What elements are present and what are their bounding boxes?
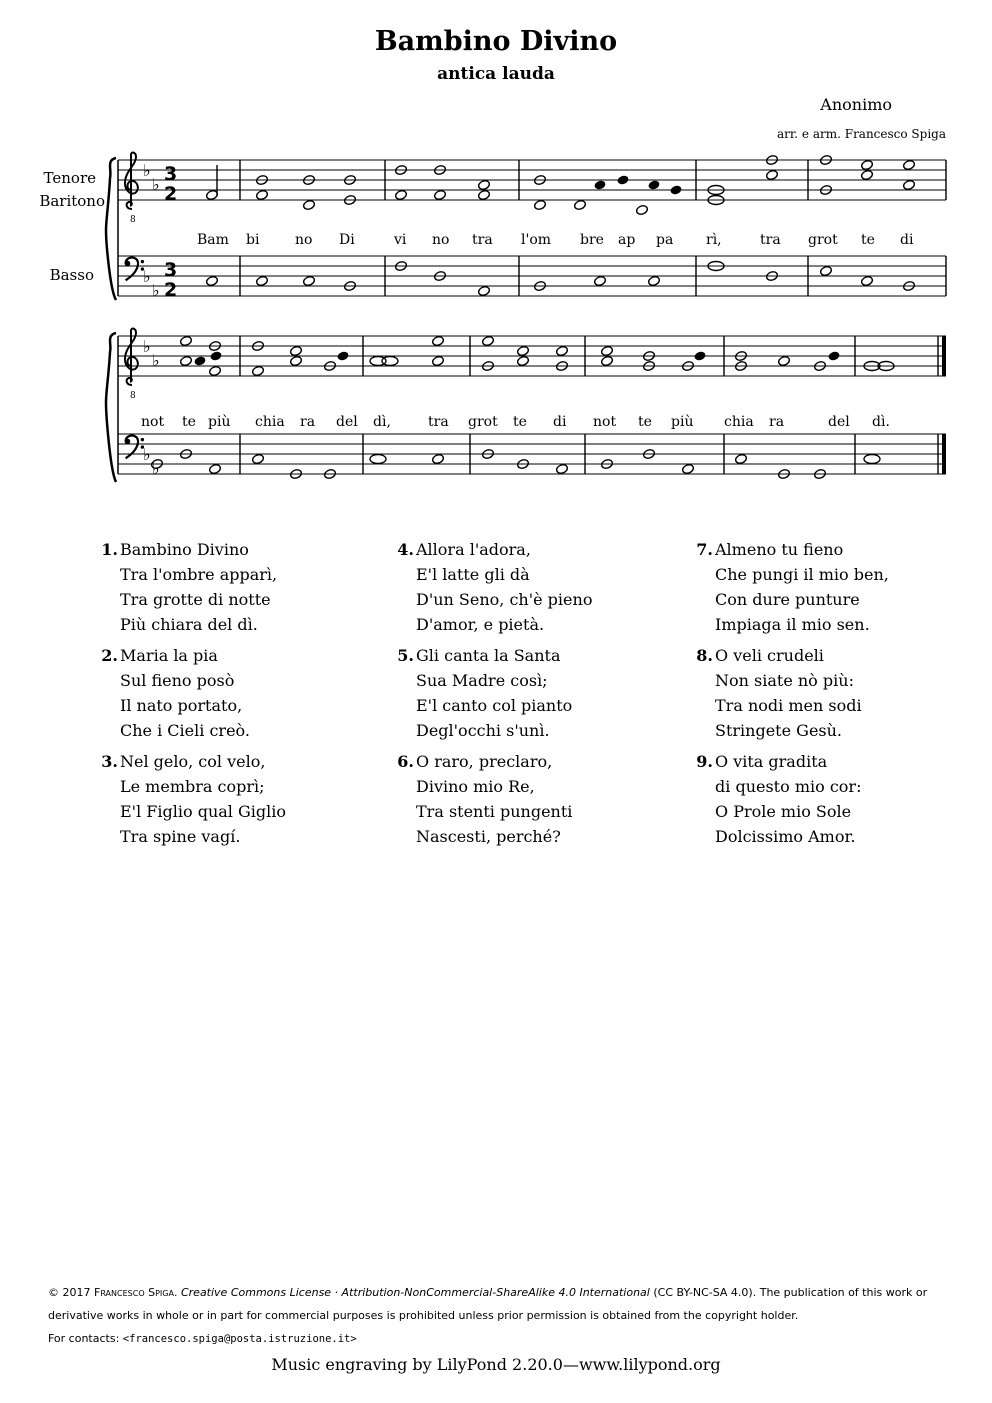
svg-text:no: no	[432, 232, 450, 248]
svg-text:2: 2	[164, 183, 178, 205]
svg-text:più: più	[671, 414, 694, 430]
license-short: (CC BY-NC-SA 4.0).	[653, 1286, 757, 1299]
svg-text:tra: tra	[760, 232, 781, 248]
staff-label-basso: Basso	[49, 266, 94, 284]
svg-text:2: 2	[164, 279, 178, 301]
svg-text:bi: bi	[246, 232, 260, 248]
time-signature	[164, 163, 177, 301]
svg-text:tra: tra	[472, 232, 493, 248]
svg-text:Di: Di	[339, 232, 355, 248]
svg-text:8: 8	[130, 215, 136, 225]
system-2	[106, 329, 946, 482]
svg-text:grot: grot	[468, 414, 498, 430]
verse-6: 6. O raro, preclaro, Divino mio Re, Tra stenti pungenti Nascesti, perché?	[397, 752, 573, 846]
verse-3: 3. Nel gelo, col velo, Le membra coprì; E'l Figlio qual Giglio Tra spine vagí.	[101, 752, 286, 846]
svg-text:♭: ♭	[143, 445, 151, 464]
bass-clef-icon	[125, 258, 144, 281]
svg-text:ap: ap	[618, 232, 636, 248]
page-subtitle: antica lauda	[437, 64, 555, 84]
verse-7: 7. Almeno tu fieno Che pungi il mio ben, Con dure punture Impiaga il mio sen.	[696, 540, 889, 634]
svg-text:♭: ♭	[152, 351, 160, 370]
svg-text:8: 8	[130, 391, 136, 401]
svg-text:grot: grot	[808, 232, 838, 248]
composer: Anonimo	[820, 95, 892, 114]
engraving-credit: Music engraving by LilyPond 2.20.0—www.lilypond.org	[271, 1355, 721, 1374]
arranger: arr. e arm. Francesco Spiga	[776, 127, 946, 141]
page-title: Bambino Divino	[374, 26, 618, 57]
verse-4: 4. Allora l'adora, E'l latte gli dà D'un Seno, ch'è pieno D'amor, e pietà.	[397, 540, 593, 634]
svg-text:chia: chia	[724, 414, 754, 430]
verse-9: 9. O vita gradita di questo mio cor: O Prole mio Sole Dolcissimo Amor.	[696, 752, 862, 846]
treble-clef-icon	[125, 329, 138, 385]
bass-staff-1	[118, 256, 946, 296]
svg-text:te: te	[638, 414, 652, 430]
music-score	[0, 0, 992, 500]
license-name: Creative Commons License · Attribution-NonCommercial-ShareAlike 4.0 International	[180, 1286, 650, 1299]
filled-notes-treble-1	[593, 174, 682, 195]
svg-text:no: no	[295, 232, 313, 248]
svg-text:dì.: dì.	[872, 414, 890, 430]
svg-text:te: te	[182, 414, 196, 430]
svg-text:chia: chia	[255, 414, 285, 430]
lyrics-system-1	[197, 232, 914, 248]
verse-8: 8. O veli crudeli Non siate nò più: Tra nodi men sodi Stringete Gesù.	[696, 646, 862, 740]
key-signature-flats-2	[143, 337, 160, 478]
license-notice: The publication of this work or derivative works in whole or in part for commercial purposes is prohibited unless prior permission is obtained from the copyright holder.	[48, 1286, 928, 1322]
svg-text:♭: ♭	[143, 161, 151, 180]
svg-text:del: del	[828, 414, 850, 430]
svg-text:rì,: rì,	[706, 232, 722, 248]
svg-text:pa: pa	[656, 232, 674, 248]
svg-text:♭: ♭	[152, 459, 160, 478]
bass-clef-icon	[125, 436, 144, 459]
svg-text:più: più	[208, 414, 231, 430]
svg-text:♭: ♭	[152, 175, 160, 194]
svg-text:del: del	[336, 414, 358, 430]
verse-1: 1. Bambino Divino Tra l'ombre apparì, Tra grotte di notte Più chiara del dì.	[101, 540, 278, 634]
bass-staff-2	[118, 434, 946, 474]
copyright-footer: © 2017 Francesco Spiga. Creative Commons License · Attribution-NonCommercial-ShareAlike 4.0 International (CC BY-NC-SA 4.0). The publication of this work or derivative works in whole or in part for commercial purposes is prohibited unless prior permission is obtained from the copyright holder. For contacts: <francesco.spiga@posta.istruzione.it>	[48, 1286, 928, 1345]
notes-treble-1	[205, 154, 915, 215]
staff-label-baritono: Baritono	[39, 192, 105, 210]
verse-2: 2. Maria la pia Sul fieno posò Il nato portato, Che i Cieli creò.	[101, 646, 250, 740]
svg-text:bre: bre	[580, 232, 604, 248]
svg-text:tra: tra	[428, 414, 449, 430]
svg-text:♭: ♭	[143, 267, 151, 286]
svg-text:l'om: l'om	[521, 232, 552, 248]
svg-text:♭: ♭	[152, 281, 160, 300]
svg-text:ra: ra	[300, 414, 316, 430]
svg-text:te: te	[861, 232, 875, 248]
svg-text:di: di	[553, 414, 567, 430]
svg-text:not: not	[141, 414, 165, 430]
svg-text:ra: ra	[769, 414, 785, 430]
svg-text:not: not	[593, 414, 617, 430]
system-1	[106, 153, 946, 301]
copyright-year: © 2017	[48, 1286, 91, 1299]
contacts-label: For contacts:	[48, 1332, 120, 1345]
svg-text:te: te	[513, 414, 527, 430]
svg-text:3: 3	[164, 259, 178, 281]
svg-text:vi: vi	[394, 232, 407, 248]
svg-text:dì,: dì,	[373, 414, 391, 430]
svg-text:3: 3	[164, 163, 178, 185]
lyrics-system-2	[141, 414, 890, 430]
svg-text:Bam: Bam	[197, 232, 229, 248]
staff-label-tenore: Tenore	[43, 169, 96, 187]
contact-email[interactable]: <francesco.spiga@posta.istruzione.it>	[122, 1333, 357, 1345]
svg-text:♭: ♭	[143, 337, 151, 356]
verse-5: 5. Gli canta la Santa Sua Madre così; E'l canto col pianto Degl'occhi s'unì.	[397, 646, 573, 740]
copyright-author: Francesco Spiga	[94, 1286, 174, 1299]
key-signature-flats	[143, 161, 160, 300]
treble-clef-icon	[125, 153, 138, 209]
svg-text:di: di	[900, 232, 914, 248]
